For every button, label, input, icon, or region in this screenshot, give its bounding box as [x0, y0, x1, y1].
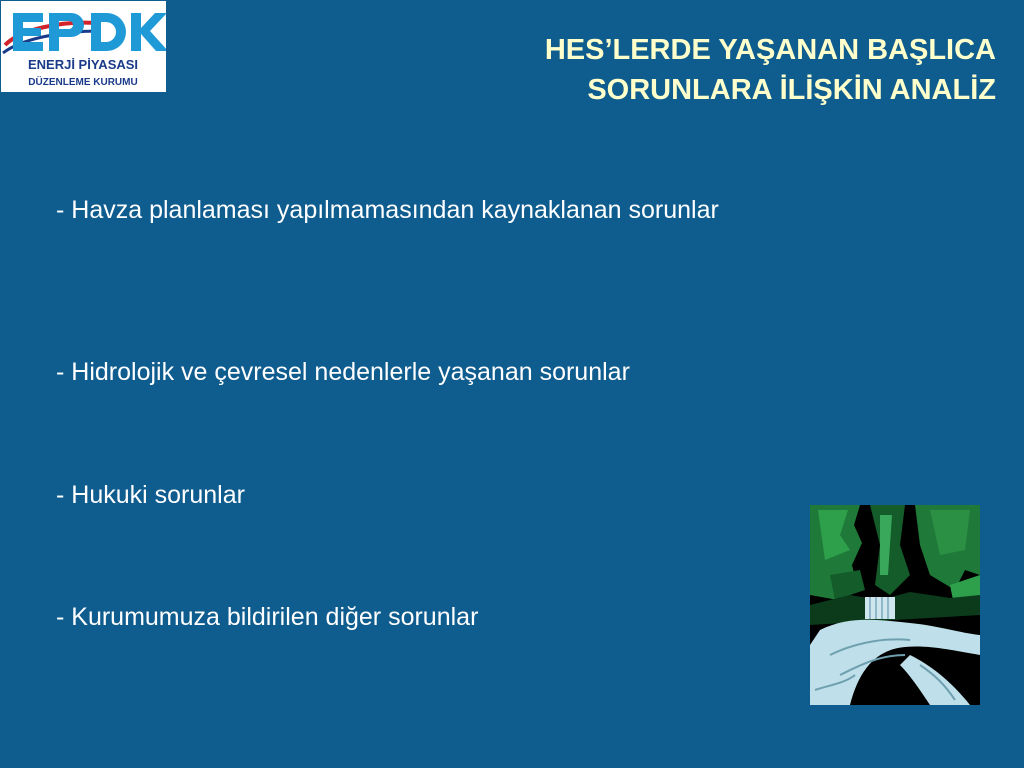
- title-line-1: HES’LERDE YAŞANAN BAŞLICA: [544, 34, 996, 66]
- bullet-item-4: - Kurumumuza bildirilen diğer sorunlar: [56, 603, 479, 631]
- bullet-item-1: - Havza planlaması yapılmamasından kaynaklanan sorunlar: [56, 196, 719, 224]
- bullet-item-3: - Hukuki sorunlar: [56, 481, 245, 509]
- epdk-logo: [1, 1, 166, 92]
- bullet-item-2: - Hidrolojik ve çevresel nedenlerle yaşanan sorunlar: [56, 358, 630, 386]
- logo-line2: DÜZENLEME KURUMU: [28, 77, 138, 88]
- logo-line1: ENERJİ PİYASASI: [27, 57, 139, 72]
- title-line-2: SORUNLARA İLİŞKİN ANALİZ: [587, 74, 996, 106]
- forest-waterfall-illustration: [810, 505, 980, 705]
- slide-title: [356, 30, 996, 110]
